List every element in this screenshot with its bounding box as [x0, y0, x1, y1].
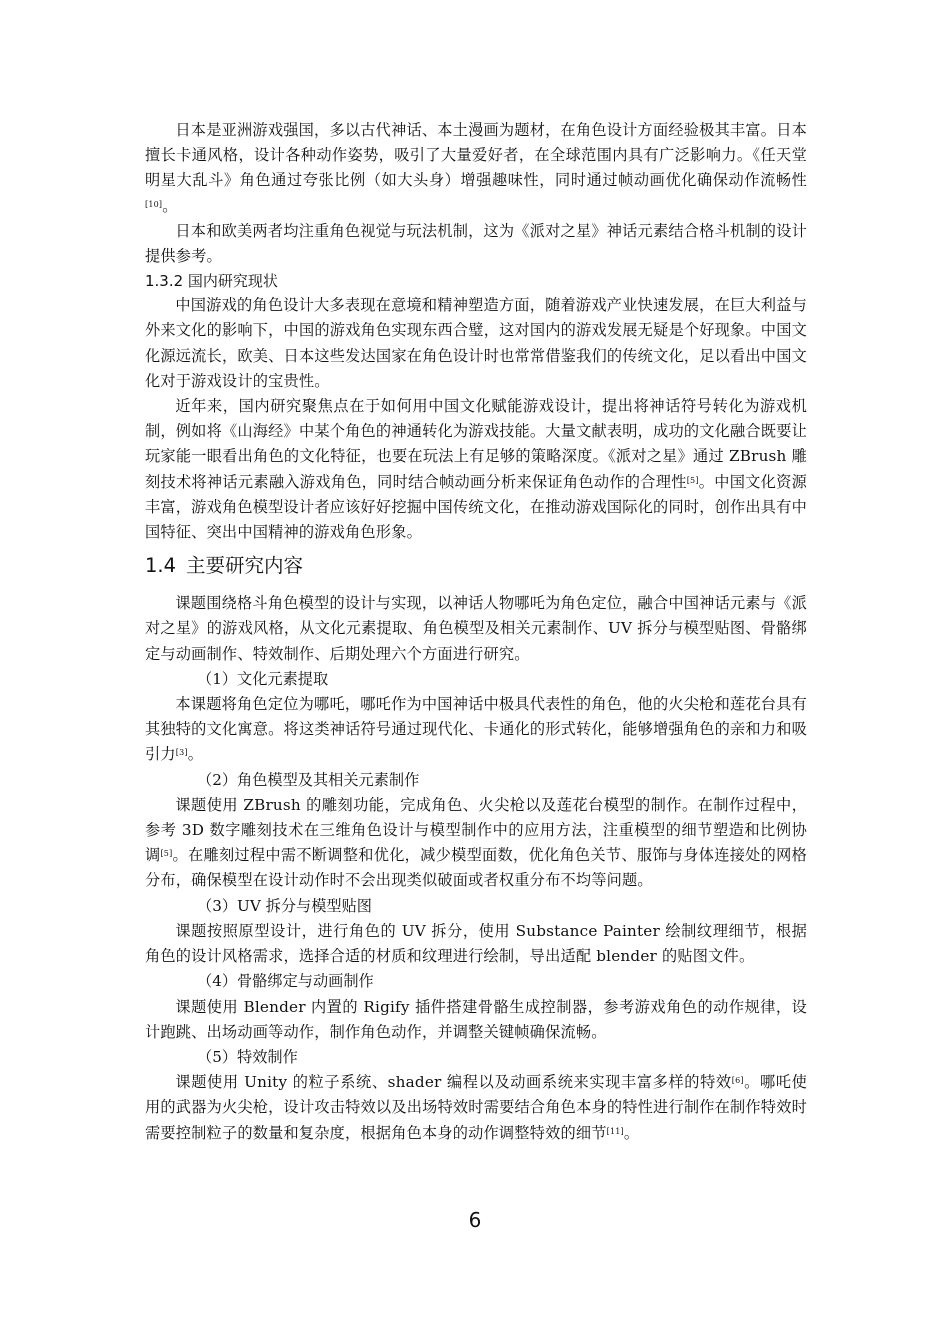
section-number: 1.4	[145, 554, 177, 578]
paragraph-japan	[145, 118, 807, 219]
paragraph-china-1	[145, 293, 807, 394]
text: 。	[162, 196, 178, 215]
paragraph-item-3	[145, 919, 807, 969]
text: 日本是亚洲游戏强国，多以古代神话、本土漫画为题材，在角色设计方面经验极其丰富。日本擅长卡通风格，设计各种动作姿势，吸引了大量爱好者，在全球范围内具有广泛影响力。《任天堂明星大乱斗》角色通过夸张比例（如大头身）增强趣味性，同时通过帧动画优化确保动作流畅性	[145, 121, 807, 190]
section-heading-1-4	[145, 551, 807, 581]
citation: [3]	[175, 748, 188, 758]
citation: [10]	[145, 199, 163, 209]
text: 课题按照原型设计，进行角色的 UV 拆分，使用 Substance Painter 绘制纹理细节，根据角色的设计风格需求，选择合适的材质和纹理进行绘制，导出适配 blender 的贴图文件。	[145, 921, 807, 966]
list-item-5: （5）特效制作	[197, 1047, 298, 1066]
text: 。哪吒使用的武器为火尖枪，设计攻击特效以及出场特效时需要结合角色本身的特性进行制作在制作特效时需要控制粒子的数量和复杂度，根据角色本身的动作调整特效的细节	[145, 1073, 807, 1142]
text: 课题使用 ZBrush 的雕刻功能，完成角色、火尖枪以及莲花台模型的制作。在制作过程中，参考 3D 数字雕刻技术在三维角色设计与模型制作中的应用方法，注重模型的细节塑造和比例协调	[145, 795, 807, 865]
list-item-1: （1）文化元素提取	[197, 669, 329, 688]
citation: [11]	[606, 1126, 624, 1136]
list-item-3: （3）UV 拆分与模型贴图	[197, 896, 372, 915]
paragraph-item-2	[145, 793, 807, 894]
paragraph-item-4	[145, 995, 807, 1045]
list-item-4: （4）骨骼绑定与动画制作	[197, 972, 374, 991]
paragraph-overview	[145, 591, 807, 667]
text: 。	[187, 745, 204, 764]
paragraph-item-5	[145, 1070, 807, 1146]
text: 日本和欧美两者均注重角色视觉与玩法机制，这为《派对之星》神话元素结合格斗机制的设计提供参考。	[145, 221, 807, 266]
text: 。中国文化资源丰富，游戏角色模型设计者应该好好挖掘中国传统文化，在推动游戏国际化的同时，创作出具有中国特征、突出中国精神的游戏角色形象。	[145, 472, 807, 542]
text: 中国游戏的角色设计大多表现在意境和精神塑造方面，随着游戏产业快速发展，在巨大利益与外来文化的影响下，中国的游戏角色实现东西合璧，这对国内的游戏发展无疑是个好现象。中国文化源远流长，欧美、日本这些发达国家在角色设计时也常常借鉴我们的传统文化，足以看出中国文化对于游戏设计的宝贵性。	[145, 296, 807, 390]
document-body	[145, 118, 807, 1146]
text: 课题围绕格斗角色模型的设计与实现，以神话人物哪吒为角色定位，融合中国神话元素与《派对之星》的游戏风格，从文化元素提取、角色模型及相关元素制作、UV 拆分与模型贴图、骨骼绑定与动画制作、特效制作、后期处理六个方面进行研究。	[145, 594, 807, 663]
citation: [5]	[686, 475, 699, 485]
paragraph-item-1	[145, 692, 807, 768]
citation: [6]	[731, 1076, 744, 1086]
section-heading-1-3-2: 1.3.2 国内研究现状	[145, 272, 278, 291]
text: 课题使用 Unity 的粒子系统、shader 编程以及动画系统来实现丰富多样的特效	[175, 1073, 732, 1092]
section-title: 主要研究内容	[186, 554, 304, 578]
text: 本课题将角色定位为哪吒，哪吒作为中国神话中极具代表性的角色，他的火尖枪和莲花台具有其独特的文化寓意。将这类神话符号通过现代化、卡通化的形式转化，能够增强角色的亲和力和吸引力	[145, 695, 807, 764]
paragraph-china-2	[145, 394, 807, 545]
list-item-2: （2）角色模型及其相关元素制作	[197, 770, 420, 789]
citation: [5]	[160, 849, 173, 859]
text: 。在雕刻过程中需不断调整和优化，减少模型面数，优化角色关节、服饰与身体连接处的网格分布，确保模型在设计动作时不会出现类似破面或者权重分布不均等问题。	[145, 846, 808, 890]
page-number: 6	[468, 1208, 482, 1232]
text: 课题使用 Blender 内置的 Rigify 插件搭建骨骼生成控制器，参考游戏角色的动作规律，设计跑跳、出场动画等动作，制作角色动作，并调整关键帧确保流畅。	[145, 997, 807, 1041]
text: 近年来，国内研究聚焦点在于如何用中国文化赋能游戏设计，提出将神话符号转化为游戏机制，例如将《山海经》中某个角色的神通转化为游戏技能。大量文献表明，成功的文化融合既要让玩家能一眼看出角色的文化特征，也要在玩法上有足够的策略深度。《派对之星》通过 ZBrush 雕刻技术将神话元素融入游戏角色，同时结合帧动画分析来保证角色动作的合理性	[145, 397, 807, 491]
paragraph-summary	[145, 219, 807, 269]
text: 。	[623, 1123, 640, 1142]
